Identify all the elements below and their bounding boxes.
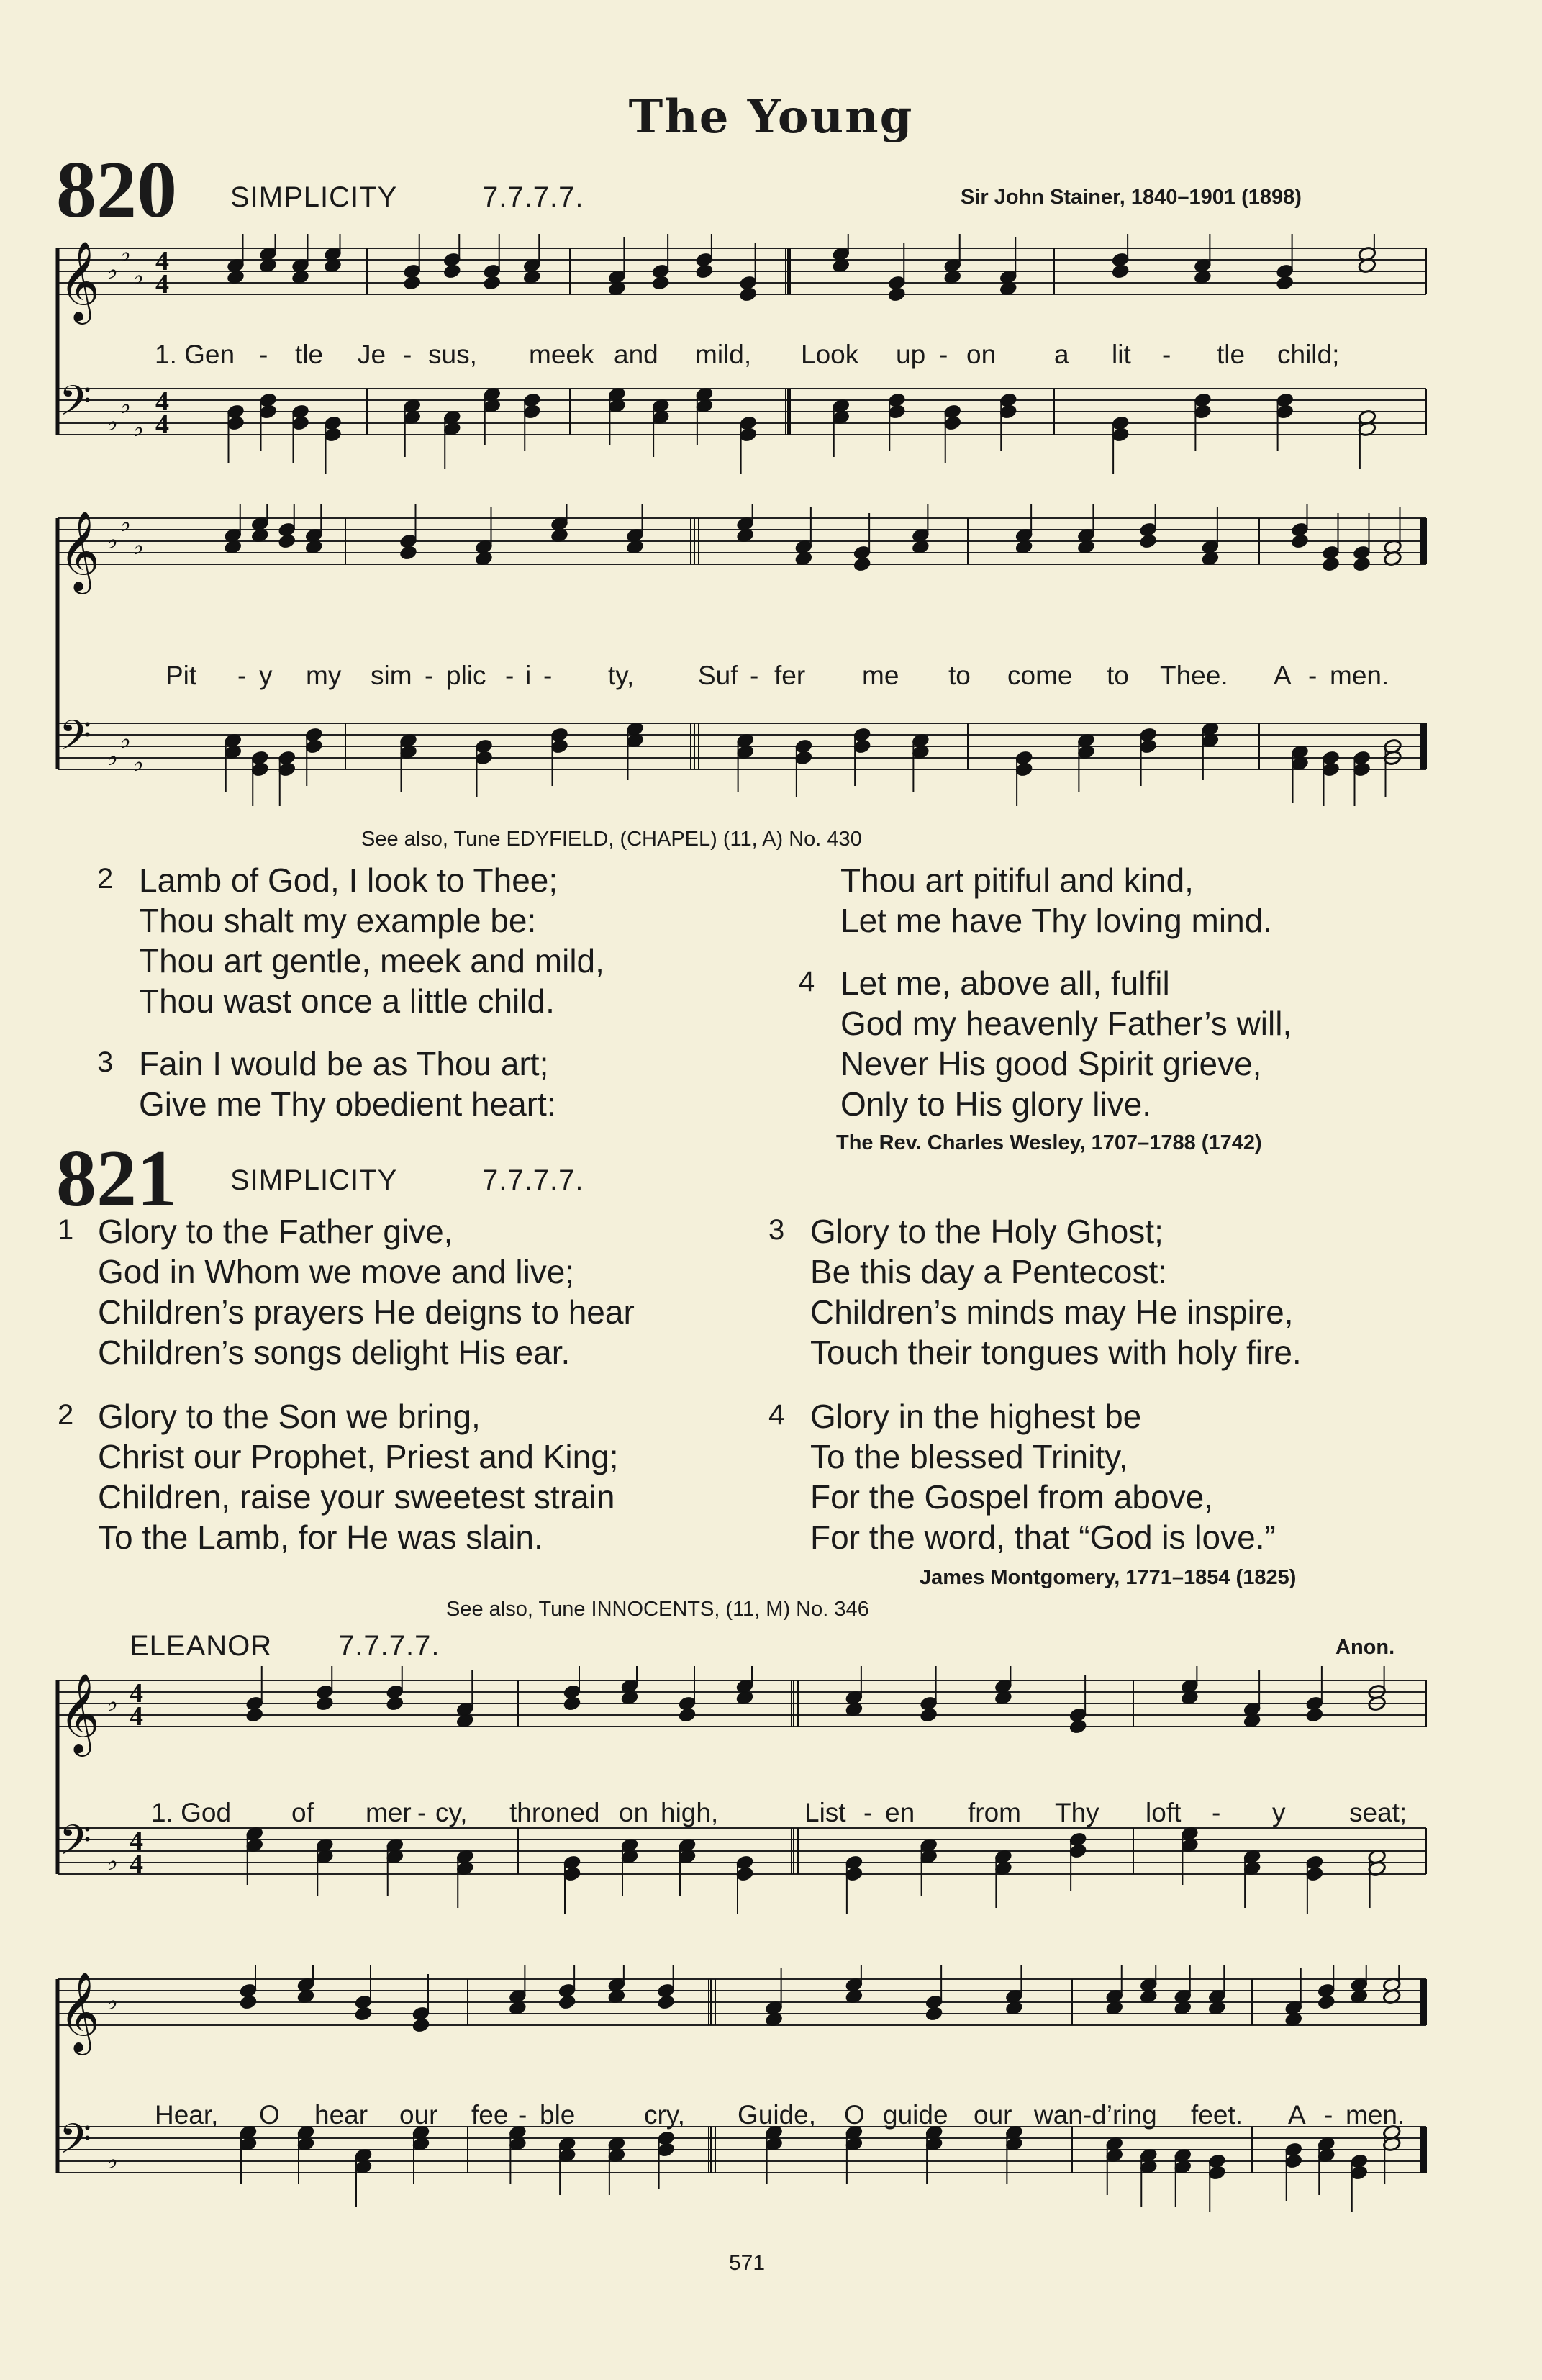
verse-line: Glory to the Son we bring, xyxy=(98,1398,481,1435)
note-head xyxy=(563,1696,581,1712)
lyric: come xyxy=(1007,661,1073,690)
note-head xyxy=(1317,1994,1335,2011)
note-head xyxy=(245,1707,264,1724)
lyric: y xyxy=(259,661,273,690)
verse-line: For the Gospel from above, xyxy=(810,1478,1213,1516)
verse-line: Touch their tongues with holy fire. xyxy=(810,1334,1302,1371)
lyric: - xyxy=(1308,661,1317,690)
tune-name-eleanor: ELEANOR xyxy=(130,1630,273,1662)
time-signature: 4 xyxy=(130,1678,143,1709)
verse-line: Let me, above all, fulfil xyxy=(840,964,1170,1002)
lyric: i xyxy=(525,661,532,690)
lyric: tle xyxy=(1217,340,1246,369)
lyric: fer xyxy=(774,661,806,690)
lyric: seat; xyxy=(1349,1798,1407,1827)
music-820-system-2 xyxy=(50,504,1439,806)
bass-clef-icon: 𝄢 xyxy=(59,376,92,435)
verse-line: To the Lamb, for He was slain. xyxy=(98,1519,543,1556)
flat-icon: ♭ xyxy=(132,532,145,561)
note-head xyxy=(278,533,296,550)
see-also-821: See also, Tune INNOCENTS, (11, M) No. 346 xyxy=(446,1598,869,1621)
lyric: men. xyxy=(1330,661,1389,690)
lyric: y xyxy=(1272,1798,1286,1827)
lyric: and xyxy=(614,340,658,369)
time-signature: 4 xyxy=(155,386,169,417)
time-signature: 4 xyxy=(130,1849,143,1879)
lyric: on xyxy=(619,1798,649,1827)
lyric: - xyxy=(939,340,948,369)
verse-number: 2 xyxy=(58,1399,74,1431)
lyric: Guide, xyxy=(738,2100,817,2130)
lyric: - xyxy=(863,1798,873,1827)
lyric: cy, xyxy=(435,1798,468,1827)
verse-line: Children, raise your sweetest strain xyxy=(98,1478,615,1516)
note-head xyxy=(1352,556,1371,573)
verse-line: Be this day a Pentecost: xyxy=(810,1253,1168,1290)
time-signature: 4 xyxy=(130,1701,143,1732)
verse-line: Thou art pitiful and kind, xyxy=(840,861,1194,899)
flat-icon: ♭ xyxy=(119,239,132,268)
flat-icon: ♭ xyxy=(106,743,119,772)
lyric: me xyxy=(862,661,899,690)
note-head xyxy=(239,1994,258,2011)
lyric: sim xyxy=(371,661,412,690)
lyric: guide xyxy=(883,2100,948,2130)
verse-line: God my heavenly Father’s will, xyxy=(840,1005,1292,1042)
lyric: A xyxy=(1288,2100,1306,2130)
verse-number: 4 xyxy=(768,1399,785,1431)
lyric: Look xyxy=(801,340,859,369)
lyric: my xyxy=(306,661,342,690)
author-821: James Montgomery, 1771–1854 (1825) xyxy=(920,1566,1297,1589)
lyric: plic xyxy=(446,661,486,690)
note-head xyxy=(657,1994,676,2011)
verse-number: 2 xyxy=(97,863,114,895)
lyric: child; xyxy=(1277,340,1340,369)
verse-line: God in Whom we move and live; xyxy=(98,1253,575,1290)
lyric: - xyxy=(505,661,514,690)
note-head xyxy=(399,545,417,561)
note-head xyxy=(443,263,461,280)
note-head xyxy=(925,2006,943,2022)
author-820: The Rev. Charles Wesley, 1707–1788 (1742) xyxy=(836,1131,1262,1154)
verse-number: 3 xyxy=(768,1214,785,1246)
flat-icon: ♭ xyxy=(106,1987,119,2016)
music-821-system-2 xyxy=(50,1965,1439,2231)
note-head xyxy=(1305,1707,1324,1724)
note-head xyxy=(887,286,906,303)
lyric: Hear, xyxy=(155,2100,219,2130)
verse-line: For the word, that “God is love.” xyxy=(810,1519,1276,1556)
lyric: cry, xyxy=(644,2100,685,2130)
lyric: sus, xyxy=(428,340,477,369)
flat-icon: ♭ xyxy=(132,414,145,443)
lyric: throned xyxy=(509,1798,600,1827)
lyric: ble xyxy=(540,2100,576,2130)
verse-line: Only to His glory live. xyxy=(840,1085,1152,1123)
time-signature: 4 xyxy=(155,410,169,440)
lyric: - xyxy=(425,661,434,690)
lyric: Je xyxy=(358,340,386,369)
lyric: 1. Gen xyxy=(155,340,235,369)
note-head xyxy=(1111,263,1130,280)
tune-name-821: SIMPLICITY xyxy=(230,1164,398,1196)
verse-line: Children’s prayers He deigns to hear xyxy=(98,1293,635,1331)
verse-line: Lamb of God, I look to Thee; xyxy=(139,861,558,899)
lyric: - xyxy=(237,661,247,690)
verse-line: Thou shalt my example be: xyxy=(139,902,537,939)
verse-line: Give me Thy obedient heart: xyxy=(139,1085,556,1123)
flat-icon: ♭ xyxy=(106,526,119,555)
note-head xyxy=(695,263,714,280)
bass-clef-icon: 𝄢 xyxy=(59,711,92,770)
lyric: to xyxy=(1107,661,1129,690)
lyric: - xyxy=(1324,2100,1333,2130)
flat-icon: ♭ xyxy=(119,391,132,420)
lyric: to xyxy=(948,661,971,690)
lyric: O xyxy=(844,2100,865,2130)
composer-820: Sir John Stainer, 1840–1901 (1898) xyxy=(961,186,1302,209)
flat-icon: ♭ xyxy=(106,1688,119,1717)
lyric: - xyxy=(417,1798,427,1827)
meter-820: 7.7.7.7. xyxy=(482,181,584,213)
section-title: The Young xyxy=(628,90,914,144)
lyric: tle xyxy=(295,340,324,369)
hymn-number-820: 820 xyxy=(56,145,177,235)
flat-icon: ♭ xyxy=(119,725,132,754)
note-head xyxy=(315,1696,334,1712)
note-head xyxy=(678,1707,697,1724)
verse-line: Children’s songs delight His ear. xyxy=(98,1334,571,1371)
lyric: 1. God xyxy=(151,1798,232,1827)
flat-icon: ♭ xyxy=(106,256,119,285)
verse-line: Fain I would be as Thou art; xyxy=(139,1045,549,1082)
verse-number: 1 xyxy=(58,1214,74,1246)
lyric: List xyxy=(804,1798,846,1827)
lyric: fee xyxy=(471,2100,509,2130)
page-number: 571 xyxy=(729,2251,766,2275)
lyric: of xyxy=(291,1798,314,1827)
lyric: Thee. xyxy=(1160,661,1228,690)
treble-staff xyxy=(58,1971,1426,2055)
note-head xyxy=(1139,533,1158,550)
lyric: - xyxy=(518,2100,527,2130)
lyric: on xyxy=(966,340,997,369)
note-head xyxy=(1276,275,1294,291)
treble-clef-icon: 𝄞 xyxy=(59,240,100,321)
treble-clef-icon: 𝄞 xyxy=(59,1971,100,2052)
verse-line: Children’s minds may He inspire, xyxy=(810,1293,1294,1331)
verse-line: Let me have Thy loving mind. xyxy=(840,902,1273,939)
verse-line: To the blessed Trinity, xyxy=(810,1438,1128,1475)
lyric: mild, xyxy=(695,340,752,369)
verse-line: Never His good Spirit grieve, xyxy=(840,1045,1262,1082)
lyric: meek xyxy=(529,340,594,369)
treble-clef-icon: 𝄞 xyxy=(59,1673,100,1753)
lyric: high, xyxy=(661,1798,719,1827)
note-head xyxy=(1069,1719,1087,1735)
lyric: - xyxy=(1162,340,1171,369)
time-signature: 4 xyxy=(155,246,169,276)
meter-821: 7.7.7.7. xyxy=(482,1164,584,1196)
lyric: from xyxy=(968,1798,1021,1827)
note-head xyxy=(853,556,871,573)
lyric: a xyxy=(1054,340,1069,369)
flat-icon: ♭ xyxy=(106,408,119,437)
lyric: men. xyxy=(1346,2100,1405,2130)
lyric: loft xyxy=(1146,1798,1182,1827)
lyric: - xyxy=(543,661,553,690)
verse-line: Glory in the highest be xyxy=(810,1398,1142,1435)
lyric: A xyxy=(1274,661,1292,690)
lyric: our xyxy=(974,2100,1012,2130)
note-head xyxy=(1321,556,1340,573)
tune-name-820: SIMPLICITY xyxy=(230,181,398,213)
flat-icon: ♭ xyxy=(119,509,132,538)
lyric: O xyxy=(259,2100,280,2130)
flat-icon: ♭ xyxy=(132,748,145,777)
verse-line: Thou wast once a little child. xyxy=(139,982,555,1020)
note-head xyxy=(651,275,670,291)
lyric: - xyxy=(259,340,268,369)
verse-line: Thou art gentle, meek and mild, xyxy=(139,942,604,979)
lyric: lit xyxy=(1112,340,1131,369)
lyric: en xyxy=(885,1798,915,1827)
lyric: Thy xyxy=(1055,1798,1099,1827)
treble-clef-icon: 𝄞 xyxy=(59,510,100,591)
lyric: feet. xyxy=(1191,2100,1243,2130)
lyric: our xyxy=(399,2100,438,2130)
verse-line: Glory to the Father give, xyxy=(98,1213,453,1250)
time-signature: 4 xyxy=(130,1826,143,1856)
note-head xyxy=(403,275,422,291)
flat-icon: ♭ xyxy=(106,1847,119,1876)
lyric: - xyxy=(403,340,412,369)
lyric: wan-d’ring xyxy=(1034,2100,1157,2130)
bass-clef-icon: 𝄢 xyxy=(59,2114,92,2173)
verse-line: Christ our Prophet, Priest and King; xyxy=(98,1438,619,1475)
lyric: - xyxy=(750,661,759,690)
note-head xyxy=(354,2006,373,2022)
music-821-system-1 xyxy=(50,1666,1439,1947)
meter-eleanor: 7.7.7.7. xyxy=(338,1630,440,1662)
time-signature: 4 xyxy=(155,269,169,299)
note-head xyxy=(739,286,758,303)
verse-number: 3 xyxy=(97,1046,114,1078)
lyric: Pit xyxy=(165,661,197,690)
lyric: up xyxy=(896,340,926,369)
note-head xyxy=(483,275,502,291)
flat-icon: ♭ xyxy=(106,2146,119,2175)
flat-icon: ♭ xyxy=(132,262,145,291)
note-head xyxy=(386,1696,404,1712)
lyric: hear xyxy=(314,2100,368,2130)
verse-number: 4 xyxy=(799,966,815,997)
lyric: ty, xyxy=(608,661,635,690)
lyric: - xyxy=(1212,1798,1221,1827)
note-head xyxy=(920,1707,938,1724)
composer-eleanor: Anon. xyxy=(1335,1636,1395,1659)
verse-line: Glory to the Holy Ghost; xyxy=(810,1213,1164,1250)
lyric: Suf xyxy=(698,661,738,690)
note-head xyxy=(1290,533,1309,550)
lyric: mer xyxy=(366,1798,412,1827)
hymn-number-821: 821 xyxy=(56,1134,177,1223)
bass-clef-icon: 𝄢 xyxy=(59,1816,92,1875)
note-head xyxy=(558,1994,576,2011)
see-also-820: See also, Tune EDYFIELD, (CHAPEL) (11, A) No. 430 xyxy=(361,828,862,851)
note-head xyxy=(412,2017,430,2034)
